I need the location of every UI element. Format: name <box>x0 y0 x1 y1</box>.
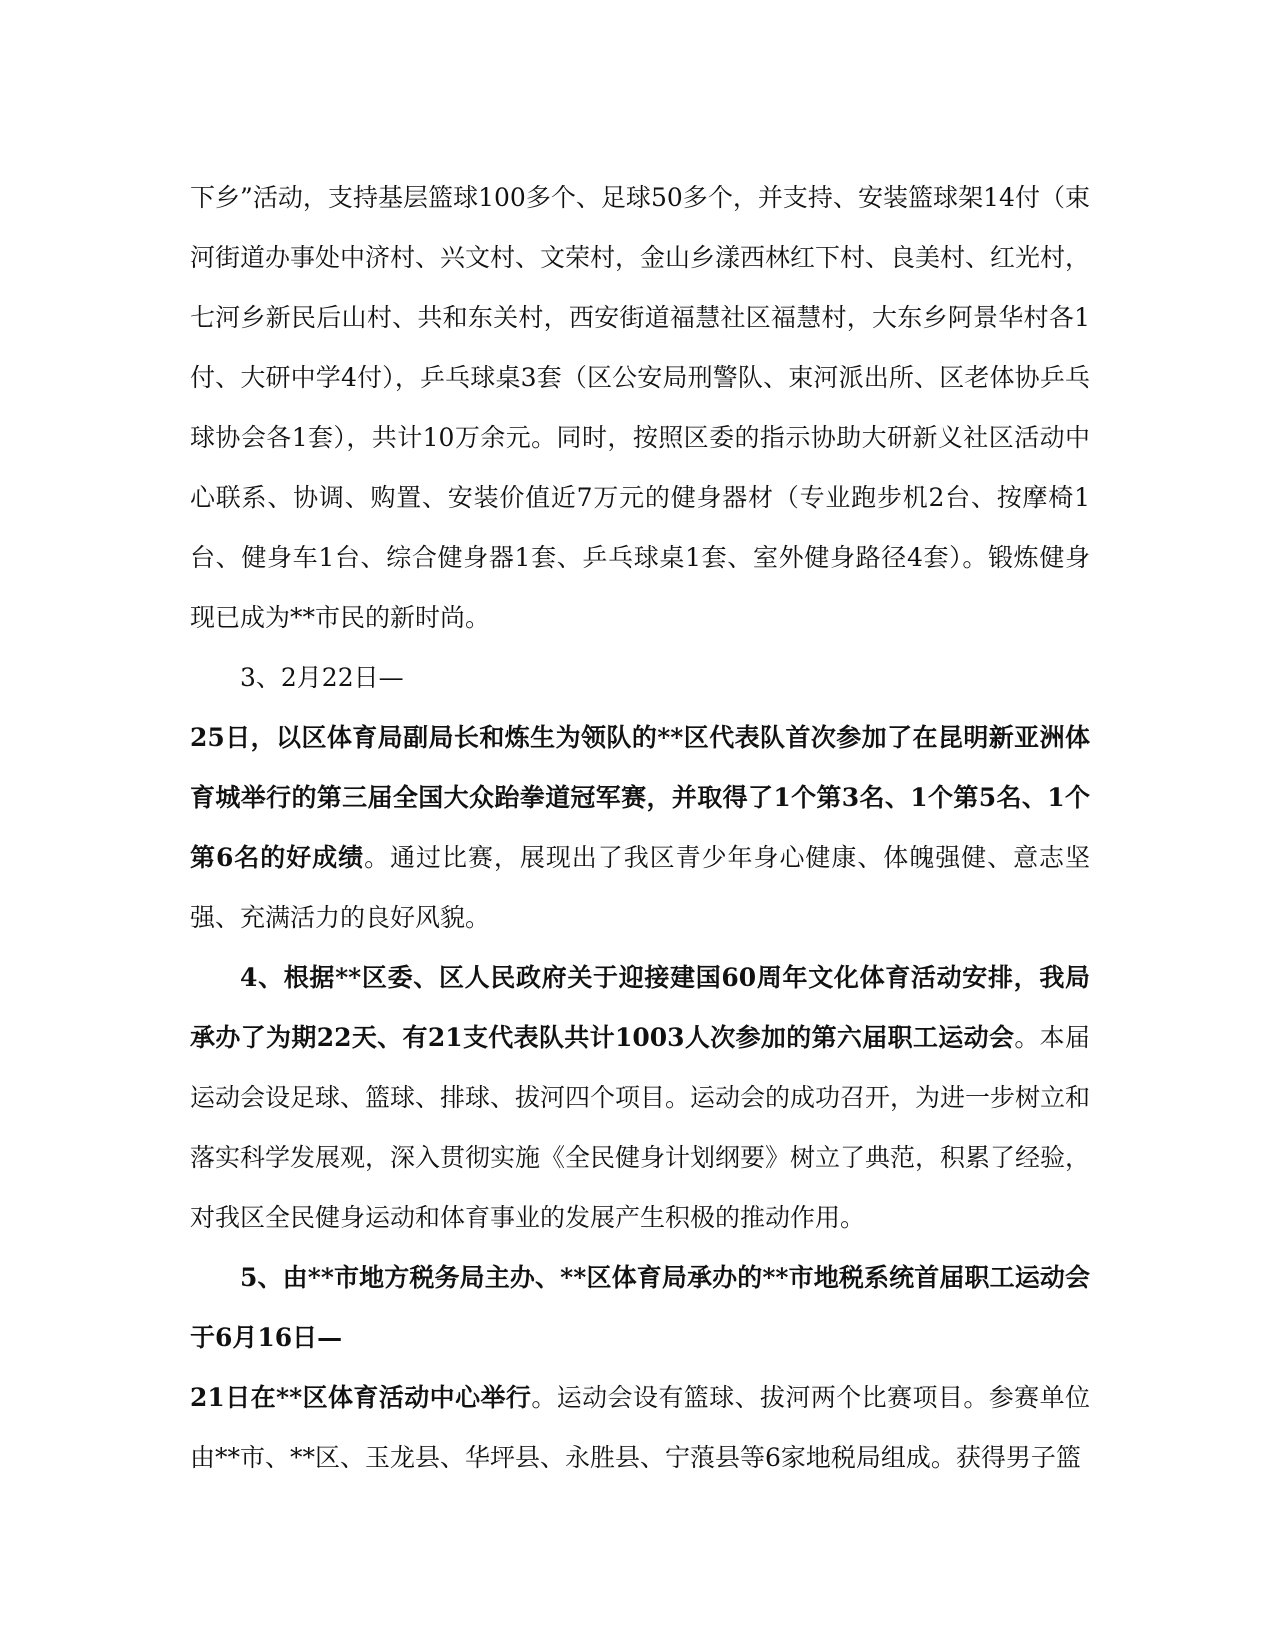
paragraph-text: 。本届运动会设足球、篮球、排球、拔河四个项目。运动会的成功召开，为进一步树立和落实科学发展观，深入贯彻实施《全民健身计划纲要》树立了典范，积累了经验，对我区全民健身运动和体育事业的发展产生积极的推动作用。 <box>190 1023 1091 1232</box>
document-body <box>190 168 1090 1488</box>
paragraph-tax-games <box>190 1248 1090 1488</box>
paragraph-equipment-support <box>190 168 1090 648</box>
paragraph-staff-games <box>190 948 1090 1248</box>
bold-text: 21日在**区体育活动中心举行 <box>190 1383 532 1412</box>
paragraph-text: 。运动会设有篮球、拔河两个比赛项目。参赛单位由**市、**区、玉龙县、华坪县、永胜县、宁蒗县等6家地税局组成。获得男子篮 <box>190 1383 1090 1472</box>
paragraph-taekwondo <box>190 648 1090 948</box>
paragraph-text: 下乡”活动，支持基层篮球100多个、足球50多个，并支持、安装篮球架14付（束河街道办事处中济村、兴文村、文荣村，金山乡漾西林红下村、良美村、红光村，七河乡新民后山村、共和东关村，西安街道福慧社区福慧村，大东乡阿景华村各1付、大研中学4付），乒乓球桌3套（区公安局刑警队、束河派出所、区老体协乒乓球协会各1套），共计10万余元。同时，按照区委的指示协助大研新义社区活动中心联系、协调、购置、安装价值近7万元的健身器材（专业跑步机2台、按摩椅1台、健身车1台、综合健身器1套、乒乓球桌1套、室外健身路径4套）。锻炼健身现已成为**市民的新时尚。 <box>190 183 1091 632</box>
bold-text: 4、根据**区委、区人民政府关于迎接建国60周年文化体育活动安排，我局承办了为期22天、有21支代表队共计1003人次参加的第六届职工运动会 <box>190 963 1090 1052</box>
item-heading: 5、由**市地方税务局主办、**区体育局承办的**市地税系统首届职工运动会于6月16日— <box>190 1263 1090 1352</box>
item-heading: 3、2月22日— <box>240 663 404 692</box>
paragraph-text: 。通过比赛，展现出了我区青少年身心健康、体魄强健、意志坚强、充满活力的良好风貌。 <box>190 843 1090 932</box>
bold-text: 25日，以区体育局副局长和炼生为领队的**区代表队首次参加了在昆明新亚洲体育城举行的第三届全国大众跆拳道冠军赛，并取得了1个第3名、1个第5名、1个第6名的好成绩 <box>190 723 1090 872</box>
